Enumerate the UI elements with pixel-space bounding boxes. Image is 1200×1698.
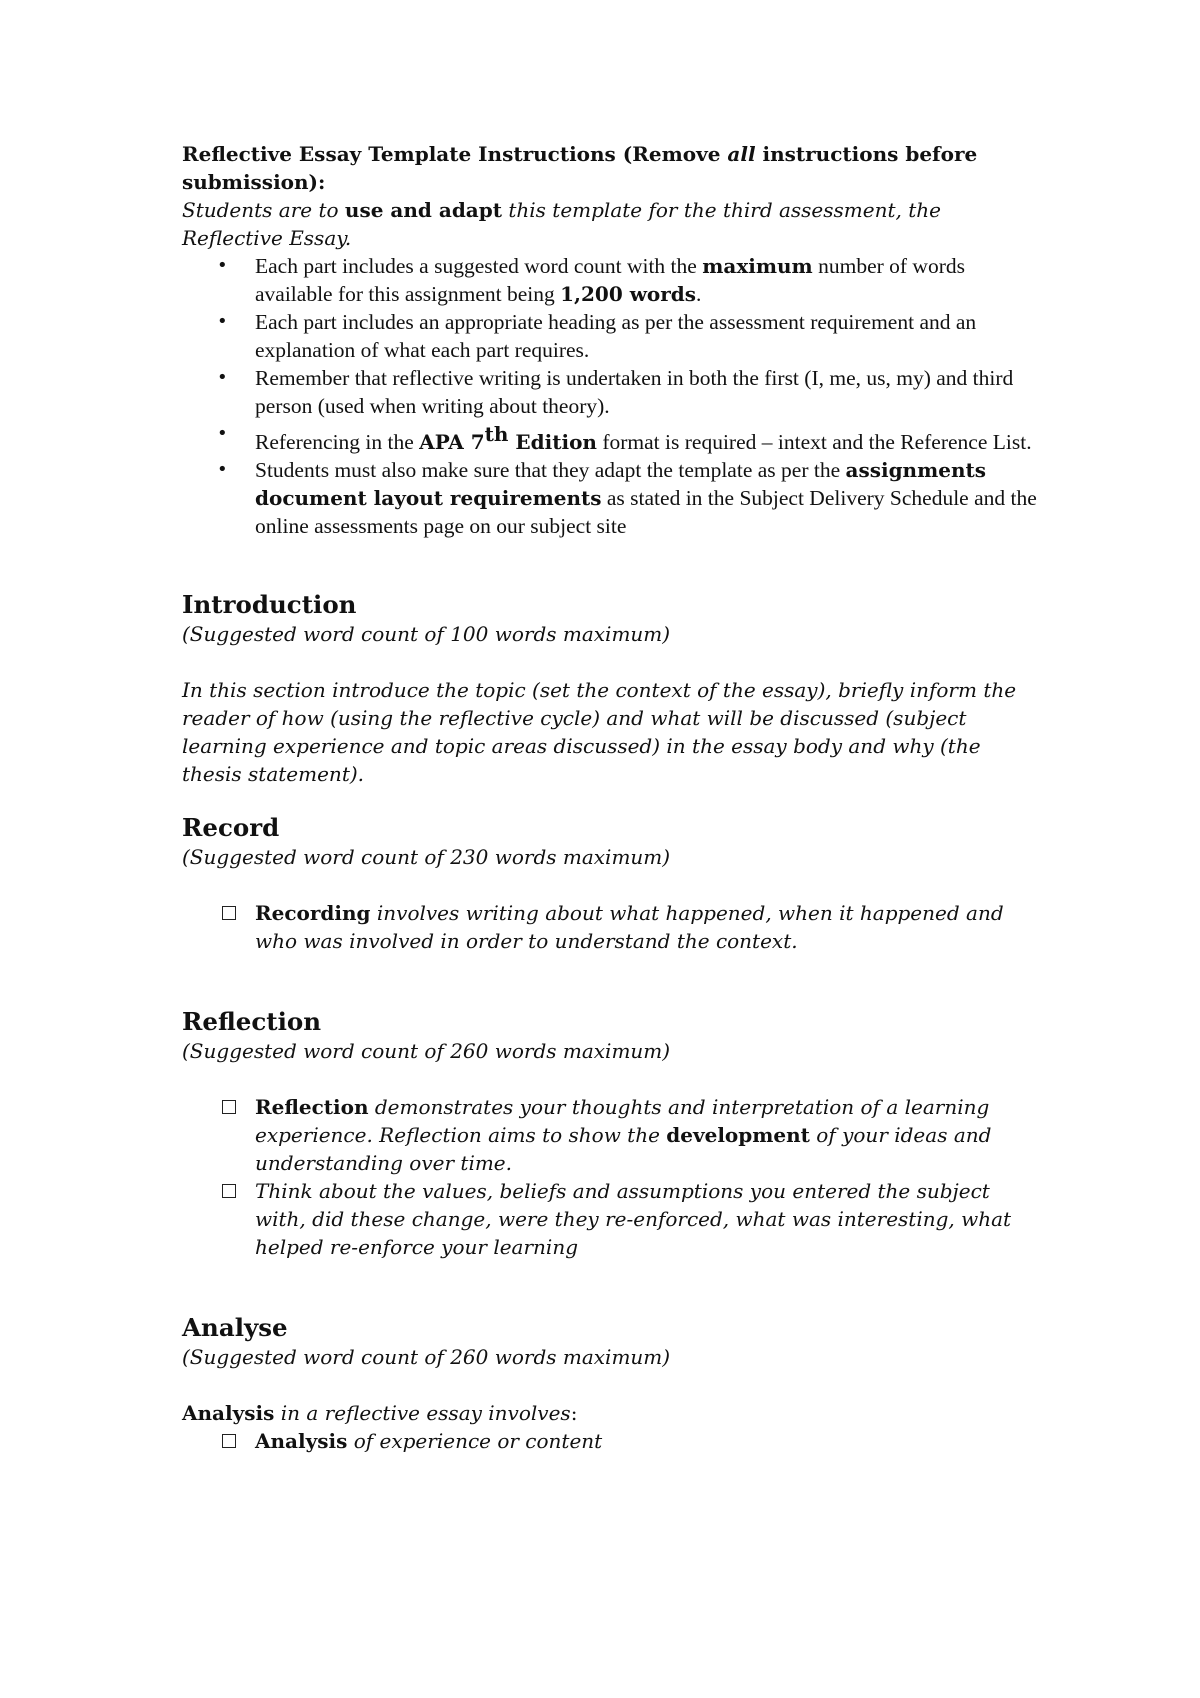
checkbox-icon [222, 1100, 236, 1114]
list-item: • Students must also make sure that they adapt the template as per the assignments document layout requirements as stated in the Subject Delivery Schedule and the online assessments page on our subject site [217, 458, 1037, 538]
analyse-word-count: (Suggested word count of 260 words maximum) [182, 1345, 671, 1369]
list-item: Think about the values, beliefs and assumptions you entered the subject with, did these change, were they re-enforced, what was interesting, what helped re-enforce your learning [182, 1177, 1042, 1261]
bullet-icon: • [217, 367, 228, 388]
introduction-body: In this section introduce the topic (set the context of the essay), briefly inform the reader of how (using the reflective cycle) and what will be discussed (subject learning experience and topic areas discussed) in the essay body and why (the thesis statement). [182, 678, 1017, 786]
bullet-icon: • [217, 255, 228, 276]
introduction-heading: Introduction [182, 590, 357, 619]
reflection-heading: Reflection [182, 1007, 322, 1036]
record-word-count: (Suggested word count of 230 words maximum) [182, 845, 671, 869]
reflection-checklist [182, 1093, 1042, 1261]
document-page [182, 140, 1042, 1455]
bullet-icon: • [217, 423, 228, 444]
list-item: Reflection demonstrates your thoughts and interpretation of a learning experience. Reflection aims to show the development of your ideas and understanding over time. [182, 1093, 1042, 1177]
instructions-title: Reflective Essay Template Instructions (Remove all instructions before submission): [182, 142, 978, 194]
analyse-checklist [182, 1427, 1042, 1455]
checkbox-icon [222, 1184, 236, 1198]
analyse-lead: Analysis in a reflective essay involves: [182, 1401, 578, 1425]
instructions-bullet-list [182, 252, 1042, 540]
record-heading: Record [182, 813, 280, 842]
list-item: • Each part includes a suggested word count with the maximum number of words available for this assignment being 1,200 words. [217, 254, 965, 306]
list-item: • Each part includes an appropriate heading as per the assessment requirement and an explanation of what each part requires. [217, 310, 977, 362]
list-item: • Referencing in the APA 7th Edition format is required – intext and the Reference List. [217, 422, 1032, 454]
reflection-word-count: (Suggested word count of 260 words maximum) [182, 1039, 671, 1063]
checkbox-icon [222, 906, 236, 920]
record-checklist [182, 899, 1042, 955]
checkbox-icon [222, 1434, 236, 1448]
list-item: Analysis of experience or content [182, 1427, 1042, 1455]
bullet-icon: • [217, 459, 228, 480]
list-item: • Remember that reflective writing is undertaken in both the first (I, me, us, my) and third person (used when writing about theory). [217, 366, 1014, 418]
introduction-word-count: (Suggested word count of 100 words maximum) [182, 622, 671, 646]
list-item: Recording involves writing about what happened, when it happened and who was involved in order to understand the context. [182, 899, 1042, 955]
bullet-icon: • [217, 311, 228, 332]
analyse-heading: Analyse [182, 1313, 288, 1342]
instructions-lead: Students are to use and adapt this template for the third assessment, the Reflective Essay. [182, 198, 941, 250]
